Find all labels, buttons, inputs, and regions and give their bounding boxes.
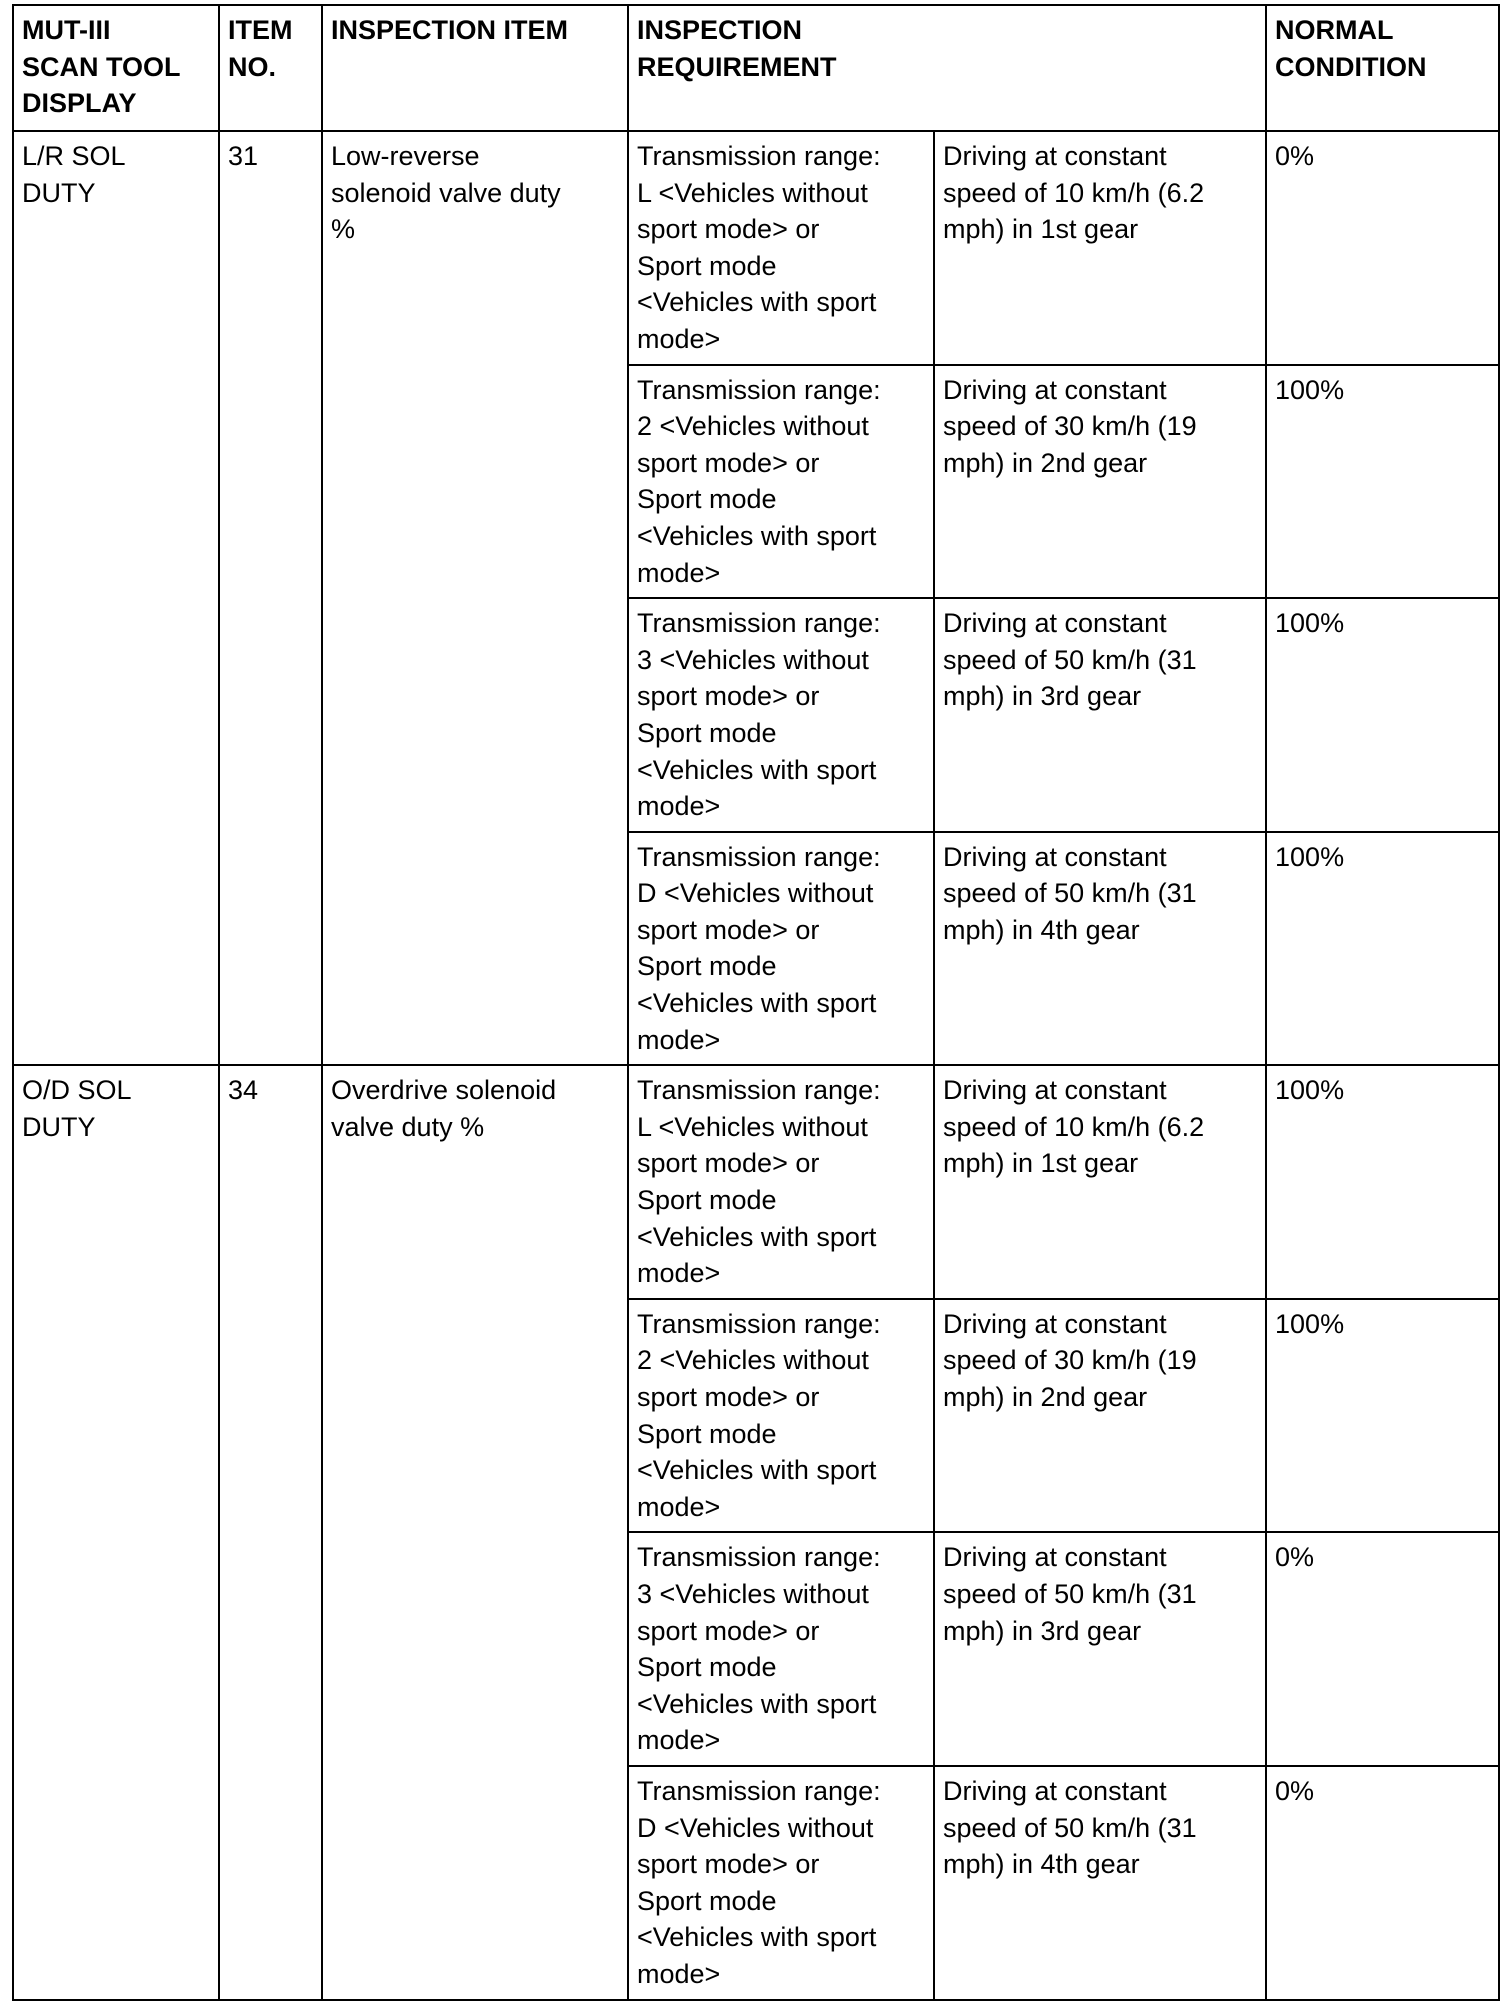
transmission-range-cell: Transmission range: L <Vehicles without sport mode> or Sport mode <Vehicles with sport mode> xyxy=(628,1065,934,1299)
normal-condition-cell: 0% xyxy=(1266,1532,1499,1766)
scan-tool-display-cell: O/D SOL DUTY xyxy=(13,1065,219,1999)
item-no-cell: 34 xyxy=(219,1065,322,1999)
transmission-range-cell: Transmission range: D <Vehicles without sport mode> or Sport mode <Vehicles with sport mode> xyxy=(628,832,934,1066)
driving-condition-cell: Driving at constant speed of 10 km/h (6.2 mph) in 1st gear xyxy=(934,131,1266,365)
transmission-range-cell: Transmission range: 2 <Vehicles without sport mode> or Sport mode <Vehicles with sport mode> xyxy=(628,365,934,599)
normal-condition-cell: 100% xyxy=(1266,598,1499,832)
driving-condition-cell: Driving at constant speed of 30 km/h (19 mph) in 2nd gear xyxy=(934,1299,1266,1533)
inspection-item-cell: Overdrive solenoid valve duty % xyxy=(322,1065,628,1999)
driving-condition-cell: Driving at constant speed of 50 km/h (31 mph) in 4th gear xyxy=(934,1766,1266,2000)
normal-condition-cell: 100% xyxy=(1266,1299,1499,1533)
scan-tool-display-cell: L/R SOL DUTY xyxy=(13,131,219,1065)
normal-condition-cell: 0% xyxy=(1266,131,1499,365)
header-inspection-requirement: INSPECTION REQUIREMENT xyxy=(628,5,1266,131)
item-no-cell: 31 xyxy=(219,131,322,1065)
transmission-range-cell: Transmission range: L <Vehicles without sport mode> or Sport mode <Vehicles with sport mode> xyxy=(628,131,934,365)
header-row xyxy=(13,5,1499,131)
header-normal-condition: NORMAL CONDITION xyxy=(1266,5,1499,131)
normal-condition-cell: 100% xyxy=(1266,832,1499,1066)
driving-condition-cell: Driving at constant speed of 30 km/h (19 mph) in 2nd gear xyxy=(934,365,1266,599)
table-row xyxy=(13,131,1499,365)
transmission-range-cell: Transmission range: 3 <Vehicles without sport mode> or Sport mode <Vehicles with sport mode> xyxy=(628,598,934,832)
header-item-no: ITEM NO. xyxy=(219,5,322,131)
header-scan-tool-display: MUT-III SCAN TOOL DISPLAY xyxy=(13,5,219,131)
inspection-table xyxy=(12,4,1500,2001)
driving-condition-cell: Driving at constant speed of 50 km/h (31 mph) in 4th gear xyxy=(934,832,1266,1066)
transmission-range-cell: Transmission range: 2 <Vehicles without sport mode> or Sport mode <Vehicles with sport mode> xyxy=(628,1299,934,1533)
normal-condition-cell: 100% xyxy=(1266,365,1499,599)
inspection-item-cell: Low-reverse solenoid valve duty % xyxy=(322,131,628,1065)
normal-condition-cell: 100% xyxy=(1266,1065,1499,1299)
transmission-range-cell: Transmission range: 3 <Vehicles without sport mode> or Sport mode <Vehicles with sport mode> xyxy=(628,1532,934,1766)
driving-condition-cell: Driving at constant speed of 50 km/h (31 mph) in 3rd gear xyxy=(934,1532,1266,1766)
transmission-range-cell: Transmission range: D <Vehicles without sport mode> or Sport mode <Vehicles with sport mode> xyxy=(628,1766,934,2000)
driving-condition-cell: Driving at constant speed of 10 km/h (6.2 mph) in 1st gear xyxy=(934,1065,1266,1299)
header-inspection-item: INSPECTION ITEM xyxy=(322,5,628,131)
table-row xyxy=(13,1065,1499,1299)
normal-condition-cell: 0% xyxy=(1266,1766,1499,2000)
driving-condition-cell: Driving at constant speed of 50 km/h (31 mph) in 3rd gear xyxy=(934,598,1266,832)
